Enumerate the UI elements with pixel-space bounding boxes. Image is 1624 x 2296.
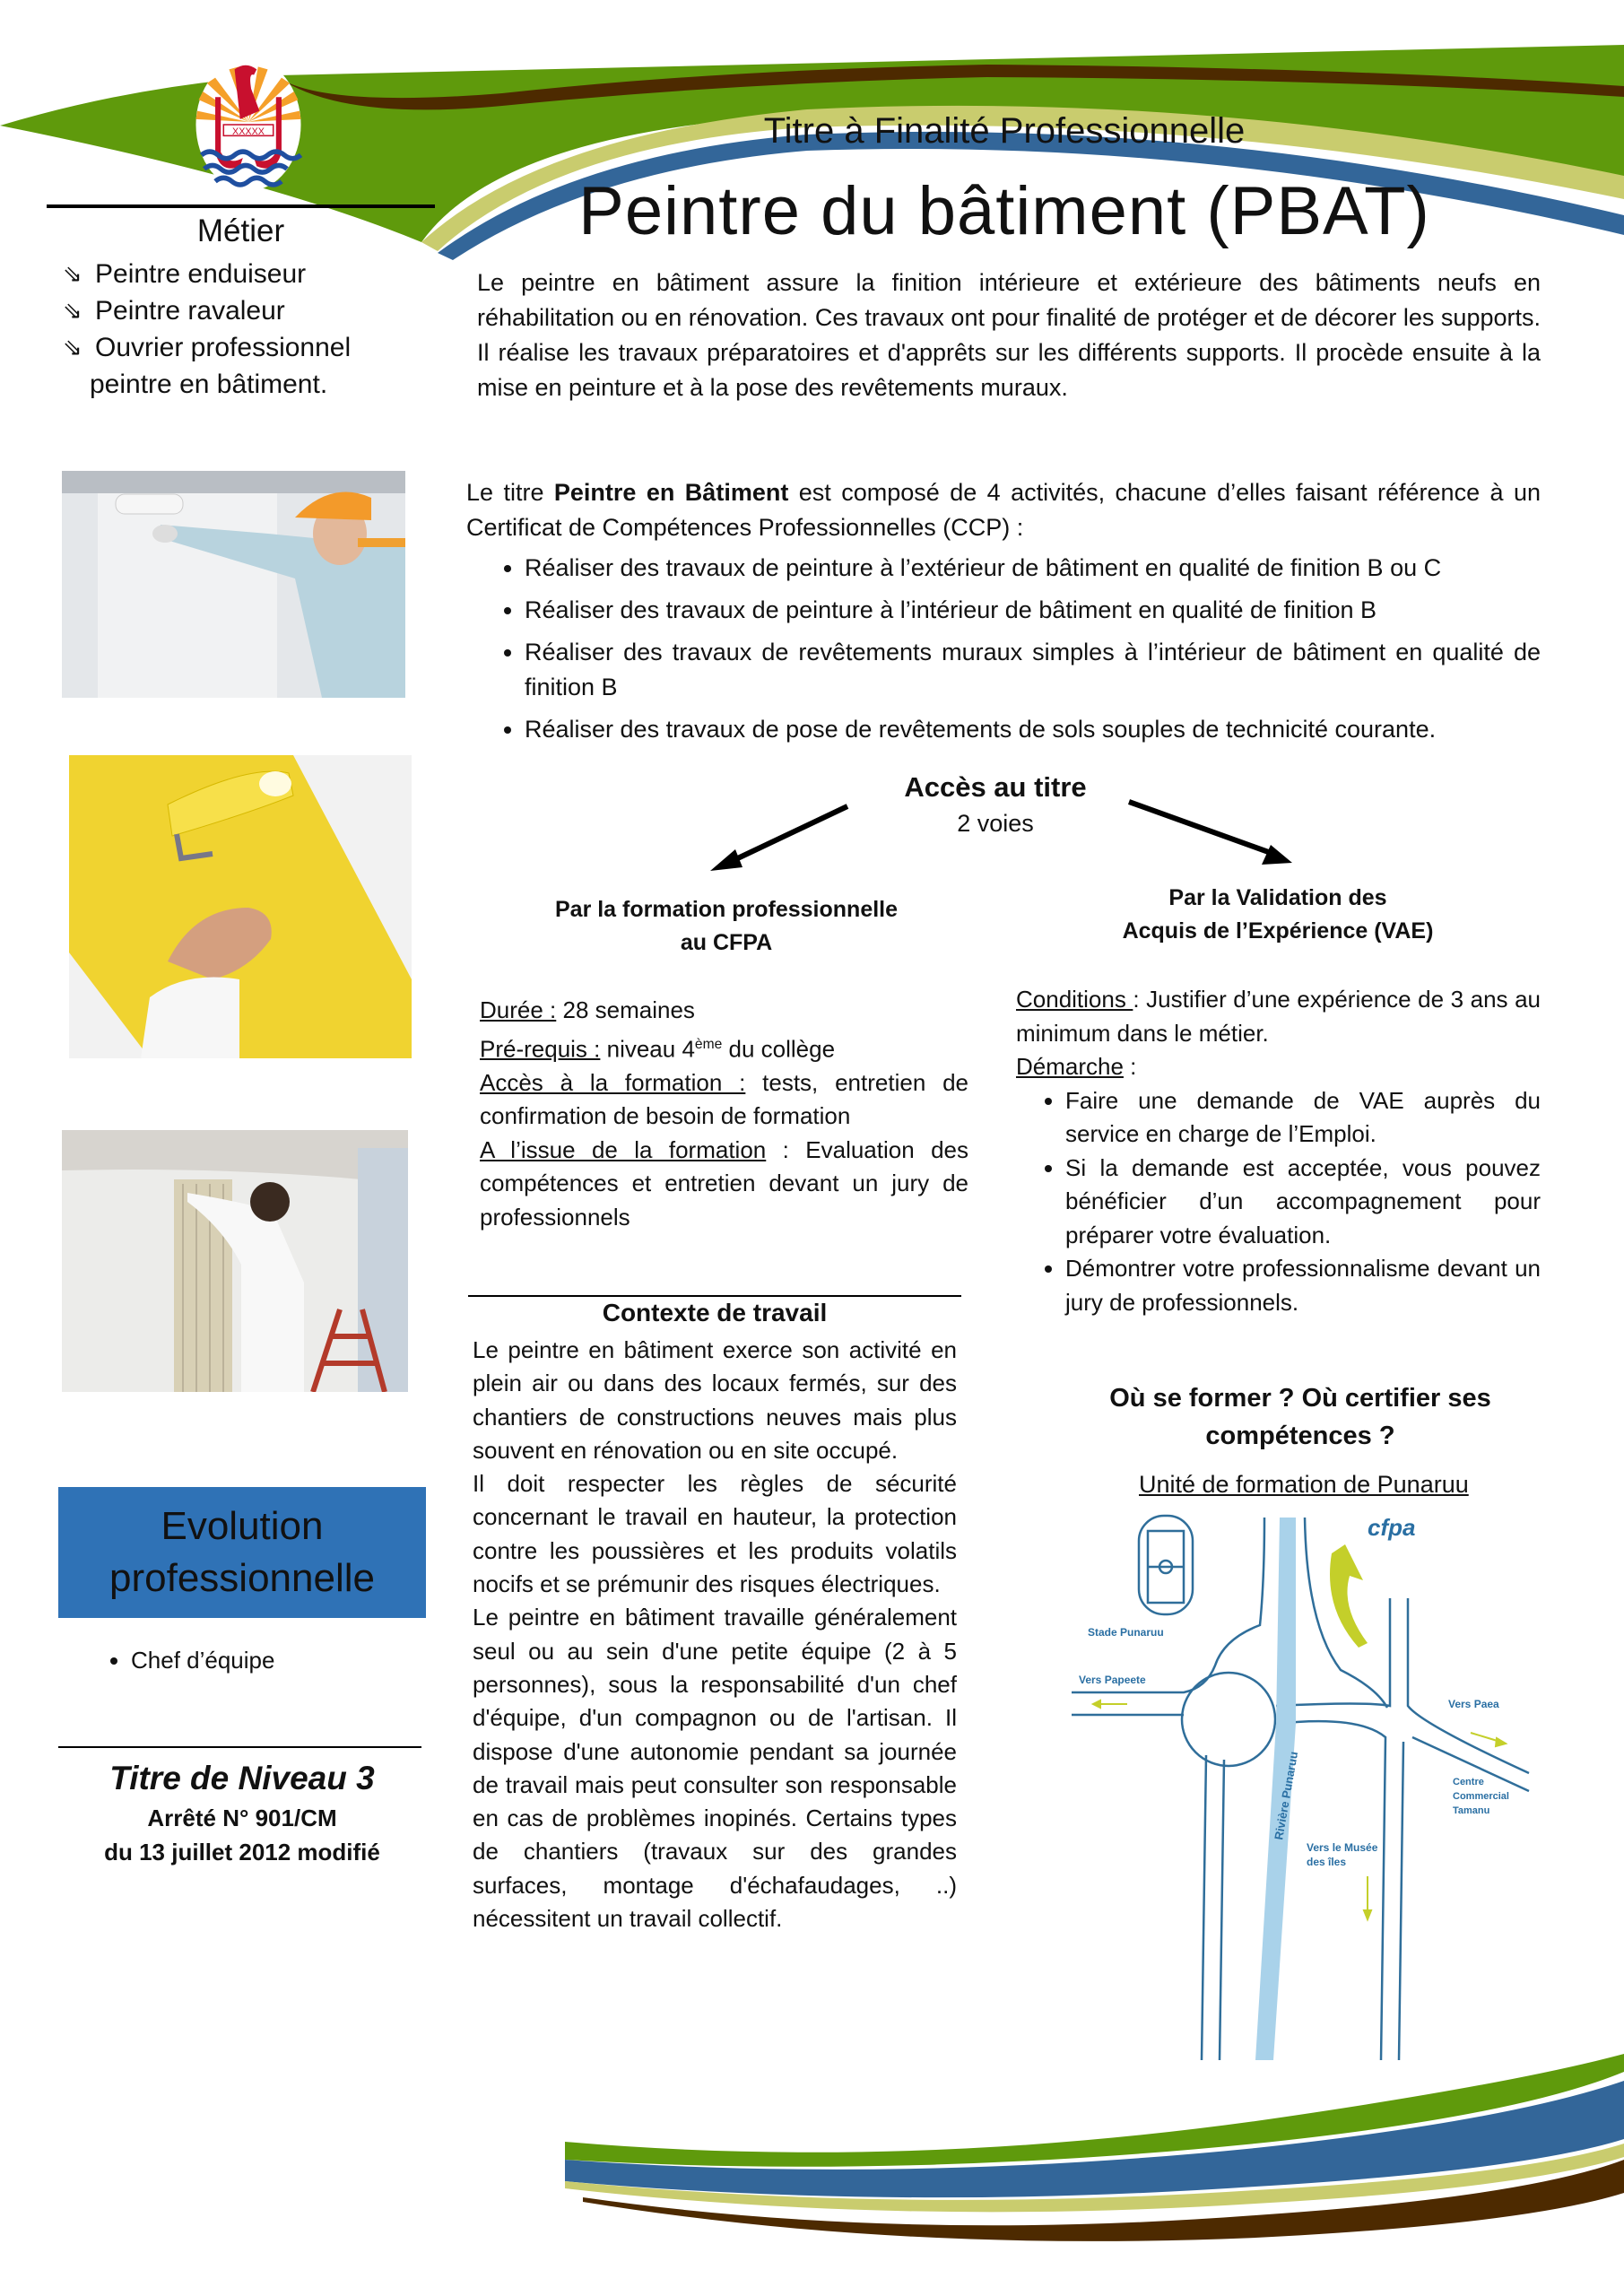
map-label: Rivière Punaruu	[1272, 1750, 1301, 1841]
vae-steps-list	[1016, 1084, 1541, 1320]
hooked-arrow-icon: ⇘	[63, 334, 83, 361]
metier-list	[63, 256, 457, 403]
map-label: des îles	[1307, 1856, 1347, 1868]
vae-step: • Faire une demande de VAE auprès du service en charge de l’Emploi.	[1065, 1084, 1541, 1152]
map-label: Vers le Musée	[1307, 1841, 1378, 1854]
niveau-block	[58, 1756, 426, 1869]
map-label: Commercial	[1453, 1791, 1509, 1802]
arrete-number: Arrêté N° 901/CM	[147, 1805, 337, 1831]
metier-divider	[47, 204, 435, 208]
access-subheading: 2 voies	[957, 810, 1034, 837]
yellow-roller-photo	[69, 755, 412, 1058]
evolution-title-line: professionnelle	[109, 1556, 375, 1600]
location-map	[1072, 1500, 1533, 2060]
contexte-divider	[468, 1295, 961, 1297]
list-item	[63, 256, 457, 292]
ccp-item: • Réaliser des travaux de revêtements muraux simples à l’intérieur de bâtiment en qualité de finition B	[525, 635, 1541, 705]
demarche-line: Démarche :	[1016, 1053, 1137, 1080]
map-label: Vers Papeete	[1079, 1674, 1146, 1686]
list-item	[63, 292, 457, 329]
evolution-heading-box	[58, 1487, 426, 1618]
map-label: Stade Punaruu	[1088, 1626, 1164, 1639]
niveau-divider	[58, 1746, 421, 1748]
training-unit-link[interactable]: Unité de formation de Punaruu	[1139, 1471, 1469, 1498]
polynesia-coat-of-arms-icon	[179, 56, 317, 194]
list-item	[63, 329, 457, 366]
metier-item: Peintre ravaleur	[95, 296, 285, 326]
ccp-list	[466, 551, 1541, 747]
ccp-item: • Réaliser des travaux de peinture à l’intérieur de bâtiment en qualité de finition B	[525, 593, 1541, 628]
arrow-left-icon	[708, 803, 852, 874]
ccp-section	[466, 475, 1541, 754]
contexte-paragraph: Le peintre en bâtiment exerce son activité en plein air ou dans des locaux fermés, sur des chantiers de constructions neuves mais plus souvent en rénovation ou en site occupé.	[473, 1336, 957, 1464]
conditions-line: Conditions : Justifier d’une expérience de 3 ans au minimum dans le métier.	[1016, 986, 1541, 1047]
list-item-continuation	[63, 366, 457, 403]
cfpa-path-title: Par la formation professionnelle au CFPA	[554, 897, 899, 955]
vae-step: • Démontrer votre professionnalisme devant un jury de professionnels.	[1065, 1252, 1541, 1319]
contexte-paragraph: Le peintre en bâtiment travaille généralement seul ou au sein d'une petite équipe (2 à 5 personnes), sous la responsabilité d'un chef d'équipe, d'un compagnon ou de l'artisan. Il dispose d'une autonomie pendant sa journée de travail mais peut consulter son responsable en cas de problèmes inopinés. Certains types de chantiers (travaux sur des grandes surfaces, montage d'échafaudages, ..) nécessitent un travail collectif.	[473, 1604, 957, 1933]
document-subtitle: Titre à Finalité Professionnelle	[763, 111, 1246, 151]
map-label: Vers Paea	[1448, 1698, 1499, 1710]
vae-path-title: Par la Validation des Acquis de l’Expérience (VAE)	[1122, 885, 1434, 944]
logo-text: XXXXX	[232, 126, 265, 137]
contexte-heading: Contexte de travail	[602, 1299, 828, 1326]
map-label: Centre	[1453, 1777, 1484, 1787]
prerequis-line: Pré-requis : niveau 4ème du collège	[480, 1035, 836, 1063]
ccp-title-bold: Peintre en Bâtiment	[553, 479, 789, 506]
where-heading: Où se former ? Où certifier ses compétences ?	[1109, 1384, 1491, 1450]
footer-decorative-band	[0, 2054, 1624, 2296]
hooked-arrow-icon: ⇘	[63, 260, 83, 287]
evolution-title-line: Evolution	[161, 1504, 324, 1548]
wallpaper-installer-photo	[62, 1130, 408, 1392]
vae-details	[1016, 983, 1541, 1319]
evolution-item: • Chef d’équipe	[131, 1647, 421, 1674]
evolution-list	[81, 1647, 421, 1674]
metier-item: Peintre enduiseur	[95, 259, 307, 289]
issue-formation-line: A l’issue de la formation : Evaluation des compétences et entretien devant un jury de professionnels	[480, 1135, 969, 1231]
intro-paragraph: Le peintre en bâtiment assure la finition intérieure et extérieure des bâtiments neufs en réhabilitation ou en rénovation. Ces travaux ont pour finalité de protéger et de décorer les supports. Il réalise les travaux préparatoires et d'apprêts sur les différents supports. Il procède ensuite à la mise en peinture et à la pose des revêtements muraux.	[477, 269, 1541, 401]
duree-line: Durée : 28 semaines	[480, 996, 695, 1023]
map-label: Tamanu	[1453, 1805, 1490, 1816]
contexte-body	[473, 1334, 957, 1935]
metier-item: peintre en bâtiment.	[90, 370, 328, 399]
ccp-item: • Réaliser des travaux de pose de revêtements de sols souples de technicité courante.	[525, 712, 1541, 747]
hooked-arrow-icon: ⇘	[63, 297, 83, 324]
page-title: Peintre du bâtiment (PBAT)	[578, 173, 1430, 249]
ccp-intro: Le titre Peintre en Bâtiment est composé de 4 activités, chacune d’elles faisant référence à un Certificat de Compétences Professionnelles (CCP) :	[466, 479, 1541, 541]
arrow-right-icon	[1125, 798, 1296, 870]
arrete-date: du 13 juillet 2012 modifié	[104, 1839, 380, 1866]
contexte-paragraph: Il doit respecter les règles de sécurité concernant le travail en hauteur, la protection contre les poussières et les produits volatils nocifs et se prémunir des risques électriques.	[473, 1470, 957, 1598]
cfpa-details	[480, 994, 968, 1234]
ccp-item: • Réaliser des travaux de peinture à l’extérieur de bâtiment en qualité de finition B ou C	[525, 551, 1541, 586]
cfpa-logo-text: cfpa	[1368, 1514, 1416, 1541]
painter-exterior-roller-photo	[62, 471, 405, 698]
access-heading: Accès au titre	[904, 771, 1087, 803]
vae-step: • Si la demande est acceptée, vous pouvez bénéficier d’un accompagnement pour préparer votre évaluation.	[1065, 1152, 1541, 1253]
acces-formation-line: Accès à la formation : tests, entretien de confirmation de besoin de formation	[480, 1068, 969, 1130]
metier-heading: Métier	[196, 213, 285, 248]
metier-item: Ouvrier professionnel	[95, 333, 352, 362]
niveau-title: Titre de Niveau 3	[109, 1760, 375, 1796]
